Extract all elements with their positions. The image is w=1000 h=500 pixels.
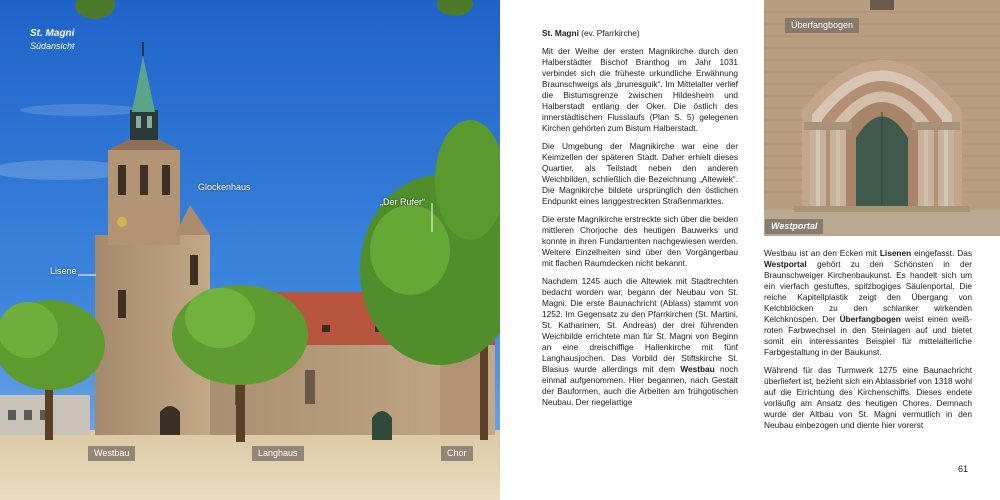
- label-langhaus: Langhaus: [252, 446, 304, 461]
- text-column-1: [542, 28, 738, 415]
- paragraph-5-text-b: eingefasst. Das: [911, 248, 972, 258]
- page-number: 61: [958, 464, 969, 474]
- paragraph-2: Die Umgebung der Magnikirche war eine der Keimzellen der späteren Stadt. Daher erhielt dieses Quartier, als Teilstadt neben den anderen Weichbilden, schließlich die Bezeichnung „Altewiek“. Die Magnikirche bildete ursprünglich den östlichen Endpunkt eines langgestreckten Straßenmarktes.: [542, 141, 738, 206]
- paragraph-5: [764, 248, 972, 358]
- term-westportal: Westportal: [764, 259, 807, 269]
- label-lisene: Lisene: [50, 266, 77, 276]
- label-rufer: „Der Rufer“: [380, 197, 426, 207]
- paragraph-4: [542, 276, 738, 408]
- section-heading: [542, 28, 738, 39]
- west-portal-photo: [764, 0, 1000, 236]
- paragraph-5-text-a: Westbau ist an den Ecken mit: [764, 248, 880, 258]
- label-westportal: Westportal: [765, 219, 823, 234]
- label-westbau: Westbau: [88, 446, 135, 461]
- text-column-2: [764, 248, 972, 438]
- paragraph-6: Während für das Turmwerk 1275 eine Baunachricht überliefert ist, bezieht sich ein Ablassbrief von 1318 wohl auf die Errichtung des Kirchenschiffs. Dieses endete vorläufig am Ansatz des heutigen Chores. Demnach wurde der Altbau von St. Magni vermutlich in den Neubau einbezogen und diente hier vorerst: [764, 365, 973, 430]
- paragraph-1: Mit der Weihe der ersten Magnikirche durch den Halberstädter Bischof Branthog im Jahr 1031 verbindet sich die früheste urkundliche Erwähnung Braunschweigs als „brunesguik“. Im Mittelalter verlief die Bistumsgrenze zwischen Hildesheim und Halberstadt entlang der Oker. Die östlich des innerstädtischen Flusslaufs (Plan S. 5) gelegenen Kirchen gehörten zum Bistum Halberstadt.: [542, 46, 738, 133]
- term-ueberfangbogen: Überfangbogen: [839, 314, 901, 324]
- paragraph-4-text-a: Nachdem 1245 auch die Altewiek mit Stadtrechten bedacht worden war, begann der Neubau von St. Magni. Die erste Baunachricht (Ablass) stammt von 1252. Im Gegensatz zu den Pfarrkirchen (St. Martini, St. Katharinen, St. Andreas) der drei führenden Weichbilde errichtete man für St. Magni von Beginn an eine dreischiffige Hallenkirche mit fünf Langhausjochen. Das Vorbild der Stiftskirche St. Blasius wurde allerdings mit dem: [542, 276, 738, 374]
- term-westbau: Westbau: [680, 364, 715, 374]
- photo-subtitle: Südansicht: [30, 41, 75, 51]
- paragraph-5-text-d: weist einen weiß-roten Farbwechsel in den Steinlagen auf und bietet somit ein interessantes Beispiel für mittelalterliche Farbgestaltung in der Baukunst.: [764, 314, 972, 357]
- photo-title: St. Magni: [30, 28, 75, 39]
- photo-caption: [30, 28, 75, 52]
- section-subtitle: (ev. Pfarrkirche): [581, 28, 640, 38]
- term-lisenen: Lisenen: [879, 248, 912, 258]
- right-page: [500, 0, 1000, 500]
- section-title: St. Magni: [542, 28, 579, 38]
- paragraph-5-text-c: gehört zu den Schönsten in der Braunschweiger Kirchenbaukunst. Es handelt sich um ein vierfach gestuftes, spitzbogiges Säulenportal. Die reiche Kapitellplastik zeigt den Übergang von Kelchblöcken zu den schlanker wirkenden Kelchknospen. Der: [764, 259, 972, 324]
- label-chor: Chor: [441, 446, 473, 461]
- paragraph-3: Die erste Magnikirche erstreckte sich über die beiden mittleren Chorjoche des heutigen Bauwerks und konnte in ihren Fundamenten nachgewiesen werden. Weitere Einzelheiten sind über den Vorgängerbau mit flachen Raumdecken nicht bekannt.: [542, 214, 738, 268]
- label-glockenhaus: Glockenhaus: [198, 182, 251, 192]
- label-ueberfangbogen: Überfangbogen: [785, 18, 859, 33]
- paragraph-4-text-b: noch einmal aufgenommen. Hier begannen, nach Gestalt der Bauformen, auch die Arbeiten am frühgotischen Neubau. Der riegelartige: [542, 364, 738, 407]
